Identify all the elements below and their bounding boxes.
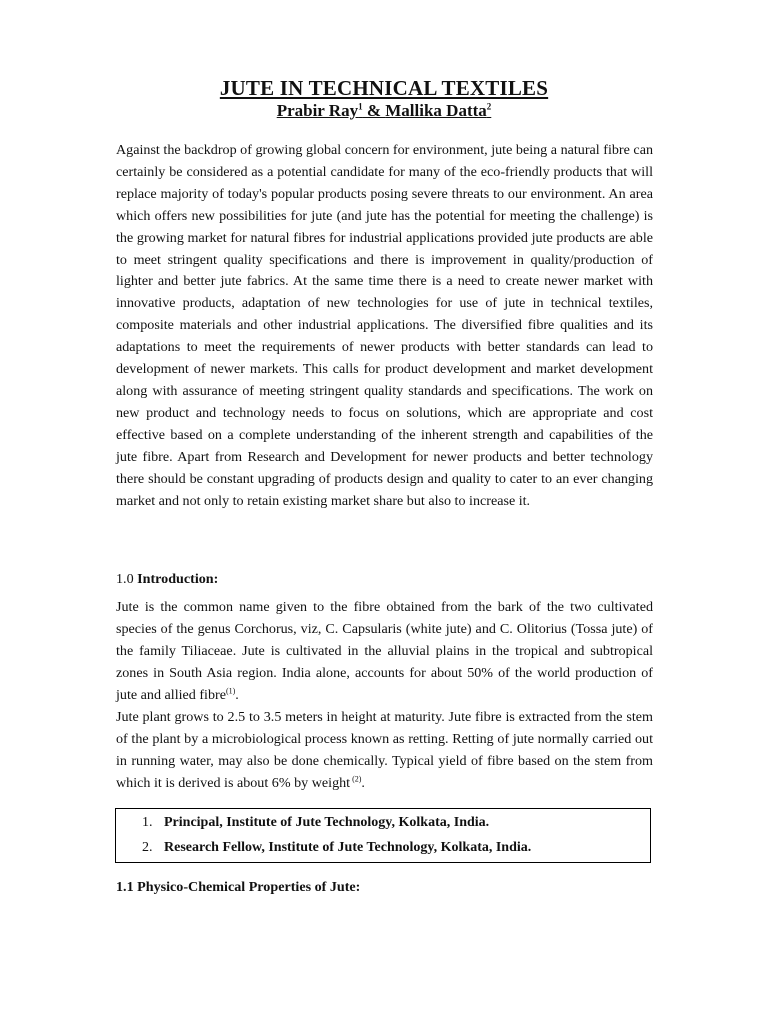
section-heading-physico-chemical: 1.1 Physico-Chemical Properties of Jute: (116, 879, 361, 895)
author-2: Mallika Datta (385, 101, 487, 120)
abstract-paragraph: Against the backdrop of growing global concern for environment, jute being a natural fibre can certainly be considered as a potential candidate for many of the eco-friendly products that will replace majority of today's popular products posing severe threats to our environment. An area which offers new possibilities for jute (and jute has the potential for meeting the challenge) is the growing market for natural fibres for industrial applications provided jute products are able to meet stringent quality specifications and there is improvement in quality/production of lighter and better jute fabrics. At the same time there is a need to create newer market with innovative products, adaptation of new technologies for use of jute in technical textiles, composite materials and other industrial applications. The diversified fibre qualities and its adaptations to meet the requirements of newer products with better standards can lead to development of newer markets. This calls for product development and market development along with assurance of meeting stringent quality standards and specifications. The work on new product and technology needs to focus on solutions, which are appropriate and cost effective based on a complete understanding of the inherent strength and capabilities of the jute fibre. Apart from Research and Development for newer products and better technology there should be constant upgrading of products design and quality to cater to an ever changing market and not only to retain existing market share but also to increase it. (116, 142, 653, 509)
footnote-text: Research Fellow, Institute of Jute Technology, Kolkata, India. (164, 840, 532, 855)
footnote-item (142, 839, 531, 857)
intro-paragraph-2-text: Jute plant grows to 2.5 to 3.5 meters in height at maturity. Jute fibre is extracted from the stem of the plant by a microbiological process known as retting. Retting of jute normally carried out in running water, may also be done chemically. Typical yield of fibre based on the stem from which it is derived is about 6% by weight (116, 709, 653, 791)
paper-title: JUTE IN TECHNICAL TEXTILES (219, 76, 549, 100)
intro-paragraph-2 (116, 707, 653, 795)
citation-1: (1) (225, 685, 236, 695)
author-1: Prabir Ray (276, 101, 359, 120)
intro-paragraph-1 (116, 597, 653, 707)
author-1-affiliation-mark: 1 (358, 101, 363, 112)
footnote-number: 2. (142, 840, 153, 855)
section-heading-introduction (116, 570, 218, 588)
intro-paragraph-1-text: Jute is the common name given to the fibre obtained from the bark of the two cultivated species of the genus Corchorus, viz, C. Capsularis (white jute) and C. Olitorius (Tossa jute) of the family Tiliaceae. Jute is cultivated in the alluvial plains in the tropical and subtropical zones in South Asia region. India alone, accounts for about 50% of the world production of jute and allied fibre (116, 599, 653, 703)
author-line (0, 101, 768, 121)
footnote-number: 1. (142, 815, 153, 830)
affiliation-footnote-box (115, 808, 651, 863)
intro-paragraph-2-end: . (361, 774, 365, 791)
intro-paragraph-1-end: . (235, 686, 239, 703)
author-2-affiliation-mark: 2 (486, 101, 492, 112)
section-title: Introduction: (137, 571, 219, 587)
author-joiner: & (362, 101, 386, 120)
footnote-item (142, 814, 489, 832)
citation-2: (2) (350, 774, 362, 784)
footnote-text: Principal, Institute of Jute Technology, Kolkata, India. (164, 815, 490, 830)
section-number: 1.0 (116, 571, 134, 587)
